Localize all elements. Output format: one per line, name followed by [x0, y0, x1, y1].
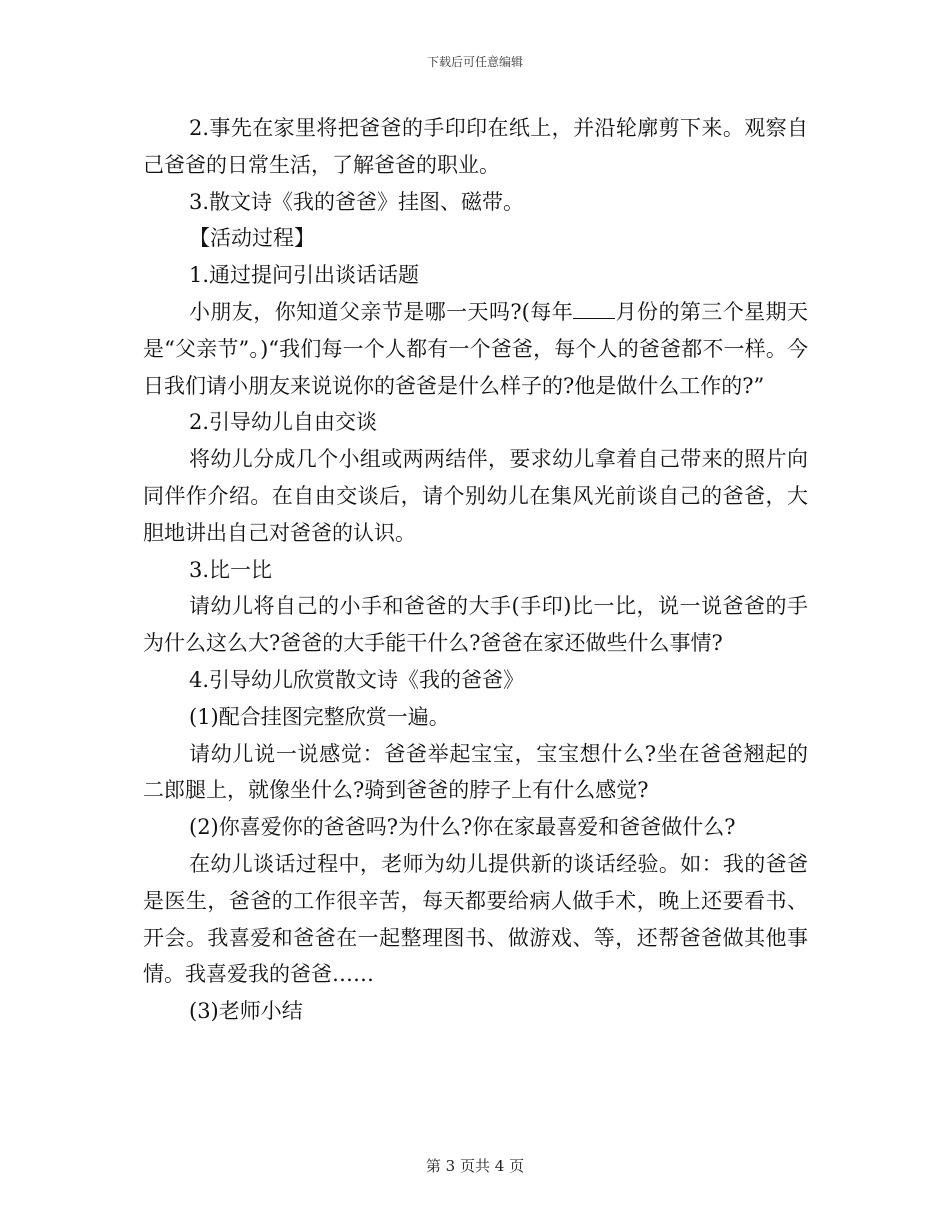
- paragraph-teacher-guidance: 在幼儿谈话过程中，老师为幼儿提供新的谈话经验。如：我的爸爸是医生，爸爸的工作很辛苦，每天都要给病人做手术，晚上还要看书、开会。我喜爱和爸爸在一起整理图书、做游戏、等，还帮爸爸做其他事情。我喜爱我的爸爸……: [143, 851, 808, 987]
- substep-3: (3)老师小结: [189, 999, 303, 1024]
- paragraph-fathers-day-question: [143, 294, 808, 404]
- page-footer: 第 3 页共 4 页: [425, 1157, 525, 1175]
- section-heading-activity-process: 【活动过程】: [189, 226, 315, 251]
- step-heading-3: 3.比一比: [189, 557, 273, 582]
- paragraph-prep-2: 2.事先在家里将把爸爸的手印印在纸上，并沿轮廓剪下来。观察自己爸爸的日常生活，了解爸爸的职业。: [143, 116, 808, 177]
- step-heading-1: 1.通过提问引出谈话话题: [189, 263, 420, 288]
- paragraph-compare-hands: 请幼儿将自己的小手和爸爸的大手(手印)比一比，说一说爸爸的手为什么这么大?爸爸的大手能干什么?爸爸在家还做些什么事情?: [143, 594, 808, 656]
- fill-in-blank: [573, 300, 615, 319]
- step-heading-2: 2.引导幼儿自由交谈: [189, 410, 378, 435]
- substep-1: (1)配合挂图完整欣赏一遍。: [189, 704, 450, 729]
- page-header: 下载后可任意编辑: [426, 55, 523, 69]
- text-before-blank: 小朋友，你知道父亲节是哪一天吗?(每年: [189, 299, 574, 324]
- document-body: [143, 110, 808, 1030]
- step-heading-4: 4.引导幼儿欣赏散文诗《我的爸爸》: [189, 667, 525, 692]
- paragraph-prep-3: 3.散文诗《我的爸爸》挂图、磁带。: [189, 189, 525, 214]
- substep-2: (2)你喜爱你的爸爸吗?为什么?你在家最喜爱和爸爸做什么?: [189, 815, 736, 840]
- paragraph-free-talk: 将幼儿分成几个小组或两两结伴，要求幼儿拿着自己带来的照片向同伴作介绍。在自由交谈后，请个别幼儿在集风光前谈自己的爸爸，大胆地讲出自己对爸爸的认识。: [143, 447, 808, 545]
- paragraph-feelings: 请幼儿说一说感觉：爸爸举起宝宝，宝宝想什么?坐在爸爸翘起的二郎腿上，就像坐什么?骑到爸爸的脖子上有什么感觉?: [143, 741, 808, 803]
- text-after-blank: 月份的第三个星期天是“父亲节”。)“我们每一个人都有一个爸爸，每个人的爸爸都不一样。今日我们请小朋友来说说你的爸爸是什么样子的?他是做什么工作的?”: [143, 299, 809, 398]
